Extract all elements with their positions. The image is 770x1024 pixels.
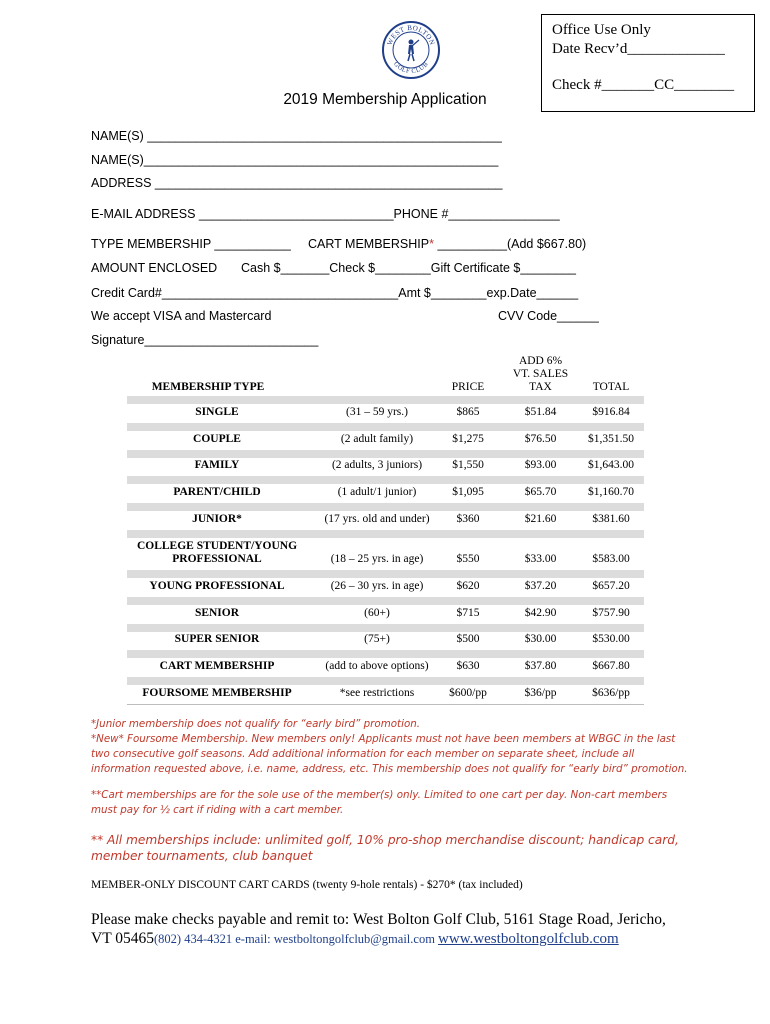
logo-top-text: WEST BOLTON	[385, 23, 437, 47]
row-price: $500	[456, 633, 480, 646]
names-field-1[interactable]: NAME(S) ___________________________________________________	[91, 129, 502, 143]
header-tax: ADD 6% VT. SALES TAX	[512, 355, 569, 393]
row-total: $1,160.70	[588, 486, 634, 499]
membership-table	[127, 352, 644, 705]
row-tax: $30.00	[524, 633, 557, 646]
row-desc: (2 adult family)	[340, 432, 414, 445]
row-price: $630	[456, 660, 480, 673]
row-price: $865	[456, 405, 480, 418]
row-total: $667.80	[592, 660, 630, 673]
credit-card-field[interactable]: Credit Card#__________________________________Amt $________exp.Date______	[91, 286, 579, 300]
row-type: YOUNG PROFESSIONAL	[149, 579, 285, 592]
address-field[interactable]: ADDRESS __________________________________________________	[91, 176, 503, 190]
row-price: $1,550	[452, 459, 484, 472]
row-desc: (60+)	[364, 606, 390, 619]
date-received-field: Date Recv’d_____________	[552, 41, 725, 57]
table-row	[127, 597, 644, 624]
row-price: $600/pp	[449, 686, 487, 699]
accept-cards-text: We accept VISA and Mastercard	[91, 309, 272, 323]
row-desc: (18 – 25 yrs. in age)	[330, 552, 424, 565]
cart-membership-label: CART MEMBERSHIP	[308, 237, 430, 251]
junior-note: *Junior membership does not qualify for “early bird” promotion.	[91, 718, 421, 730]
row-tax: $33.00	[524, 552, 557, 565]
discount-cart-cards: MEMBER-ONLY DISCOUNT CART CARDS (twenty 9-hole rentals) - $270* (tax included)	[91, 879, 523, 891]
table-row	[127, 570, 644, 597]
club-logo	[381, 20, 441, 80]
row-tax: $93.00	[524, 459, 557, 472]
row-total: $916.84	[592, 405, 630, 418]
row-tax: $76.50	[524, 432, 557, 445]
signature-field[interactable]: Signature_________________________	[91, 333, 319, 347]
office-use-title: Office Use Only	[552, 22, 651, 38]
website-link[interactable]: www.westboltongolfclub.com	[438, 931, 619, 947]
header-price: PRICE	[451, 381, 485, 393]
cart-membership-field[interactable]	[308, 237, 586, 251]
row-desc: *see restrictions	[339, 686, 415, 699]
row-total: $1,351.50	[588, 432, 634, 445]
row-total: $583.00	[592, 552, 630, 565]
logo-bottom-text: GOLF CLUB	[392, 60, 430, 76]
header-total: TOTAL	[592, 381, 630, 393]
row-type: FAMILY	[194, 459, 240, 472]
row-total: $657.20	[592, 579, 630, 592]
remit-zip: VT 05465	[91, 930, 155, 947]
payment-method-fields[interactable]: Cash $_______Check $________Gift Certificate $________	[241, 261, 576, 275]
row-desc: (31 – 59 yrs.)	[346, 405, 408, 418]
table-row	[127, 650, 644, 677]
row-price: $360	[456, 512, 480, 525]
row-desc: (1 adult/1 junior)	[337, 486, 417, 499]
table-row	[127, 677, 644, 705]
row-type: SENIOR	[194, 606, 240, 619]
cart-membership-asterisk: *	[429, 237, 434, 251]
row-total: $381.60	[592, 512, 630, 525]
table-header	[127, 352, 644, 396]
row-type: COUPLE	[193, 432, 241, 445]
cart-membership-add: __________(Add $667.80)	[433, 237, 587, 251]
row-total: $757.90	[592, 606, 630, 619]
table-row	[127, 450, 644, 477]
row-type: JUNIOR*	[192, 512, 242, 525]
page-title: 2019 Membership Application	[283, 91, 487, 108]
all-memberships-note: ** All memberships include: unlimited golf, 10% pro-shop merchandise discount; handicap card, member tournaments, club banquet	[91, 833, 679, 863]
header-membership-type: MEMBERSHIP TYPE	[151, 381, 265, 393]
row-type: CART MEMBERSHIP	[159, 660, 275, 673]
row-type: SUPER SENIOR	[174, 633, 260, 646]
row-type: SINGLE	[195, 405, 239, 418]
table-row	[127, 530, 644, 570]
type-membership-field[interactable]: TYPE MEMBERSHIP ___________	[91, 237, 291, 251]
row-type: FOURSOME MEMBERSHIP	[142, 686, 292, 699]
check-cc-field: Check #_______CC________	[552, 77, 735, 93]
row-total: $636/pp	[592, 686, 630, 699]
row-price: $550	[456, 552, 480, 565]
row-tax: $65.70	[524, 486, 557, 499]
foursome-note: *New* Foursome Membership. New members only! Applicants must not have been members at WBGC in the last two consecutive golf seasons. Add additional information for each member on separate sheet, include all information requested above, i.e. name, address, etc. This membership does not qualify for “early bird” promotion.	[91, 733, 688, 775]
row-desc: (2 adults, 3 juniors)	[331, 459, 423, 472]
row-tax: $37.80	[524, 660, 557, 673]
row-desc: (26 – 30 yrs. in age)	[330, 579, 424, 592]
row-total: $1,643.00	[588, 459, 634, 472]
table-row	[127, 396, 644, 423]
row-desc: (add to above options)	[325, 660, 429, 673]
row-price: $1,275	[452, 432, 484, 445]
table-row	[127, 624, 644, 651]
amount-enclosed-label: AMOUNT ENCLOSED	[91, 261, 218, 275]
row-tax: $51.84	[524, 405, 557, 418]
row-desc: (17 yrs. old and under)	[324, 512, 430, 525]
names-field-2[interactable]: NAME(S)___________________________________________________	[91, 153, 499, 167]
table-row	[127, 476, 644, 503]
row-tax: $42.90	[524, 606, 557, 619]
table-row	[127, 503, 644, 530]
row-tax: $36/pp	[524, 686, 557, 699]
row-total: $530.00	[592, 633, 630, 646]
email-phone-field[interactable]: E-MAIL ADDRESS ____________________________PHONE #________________	[91, 207, 560, 221]
row-desc: (75+)	[364, 633, 390, 646]
remit-line-1: Please make checks payable and remit to: West Bolton Golf Club, 5161 Stage Road, Jericho,	[91, 911, 666, 928]
remit-contact: (802) 434-4321 e-mail: westboltongolfclub@gmail.com	[154, 932, 439, 946]
row-type: PARENT/CHILD	[173, 486, 261, 499]
row-tax: $37.20	[524, 579, 557, 592]
row-price: $715	[456, 606, 480, 619]
table-row	[127, 423, 644, 450]
row-type: COLLEGE STUDENT/YOUNG PROFESSIONAL	[136, 539, 298, 565]
row-tax: $21.60	[524, 512, 557, 525]
cart-note: **Cart memberships are for the sole use of the member(s) only. Limited to one cart per day. Non-cart members must pay for ½ cart if riding with a cart member.	[91, 789, 668, 816]
remit-info	[91, 910, 731, 949]
cvv-field[interactable]: CVV Code______	[498, 309, 599, 323]
row-price: $1,095	[452, 486, 484, 499]
row-price: $620	[456, 579, 480, 592]
